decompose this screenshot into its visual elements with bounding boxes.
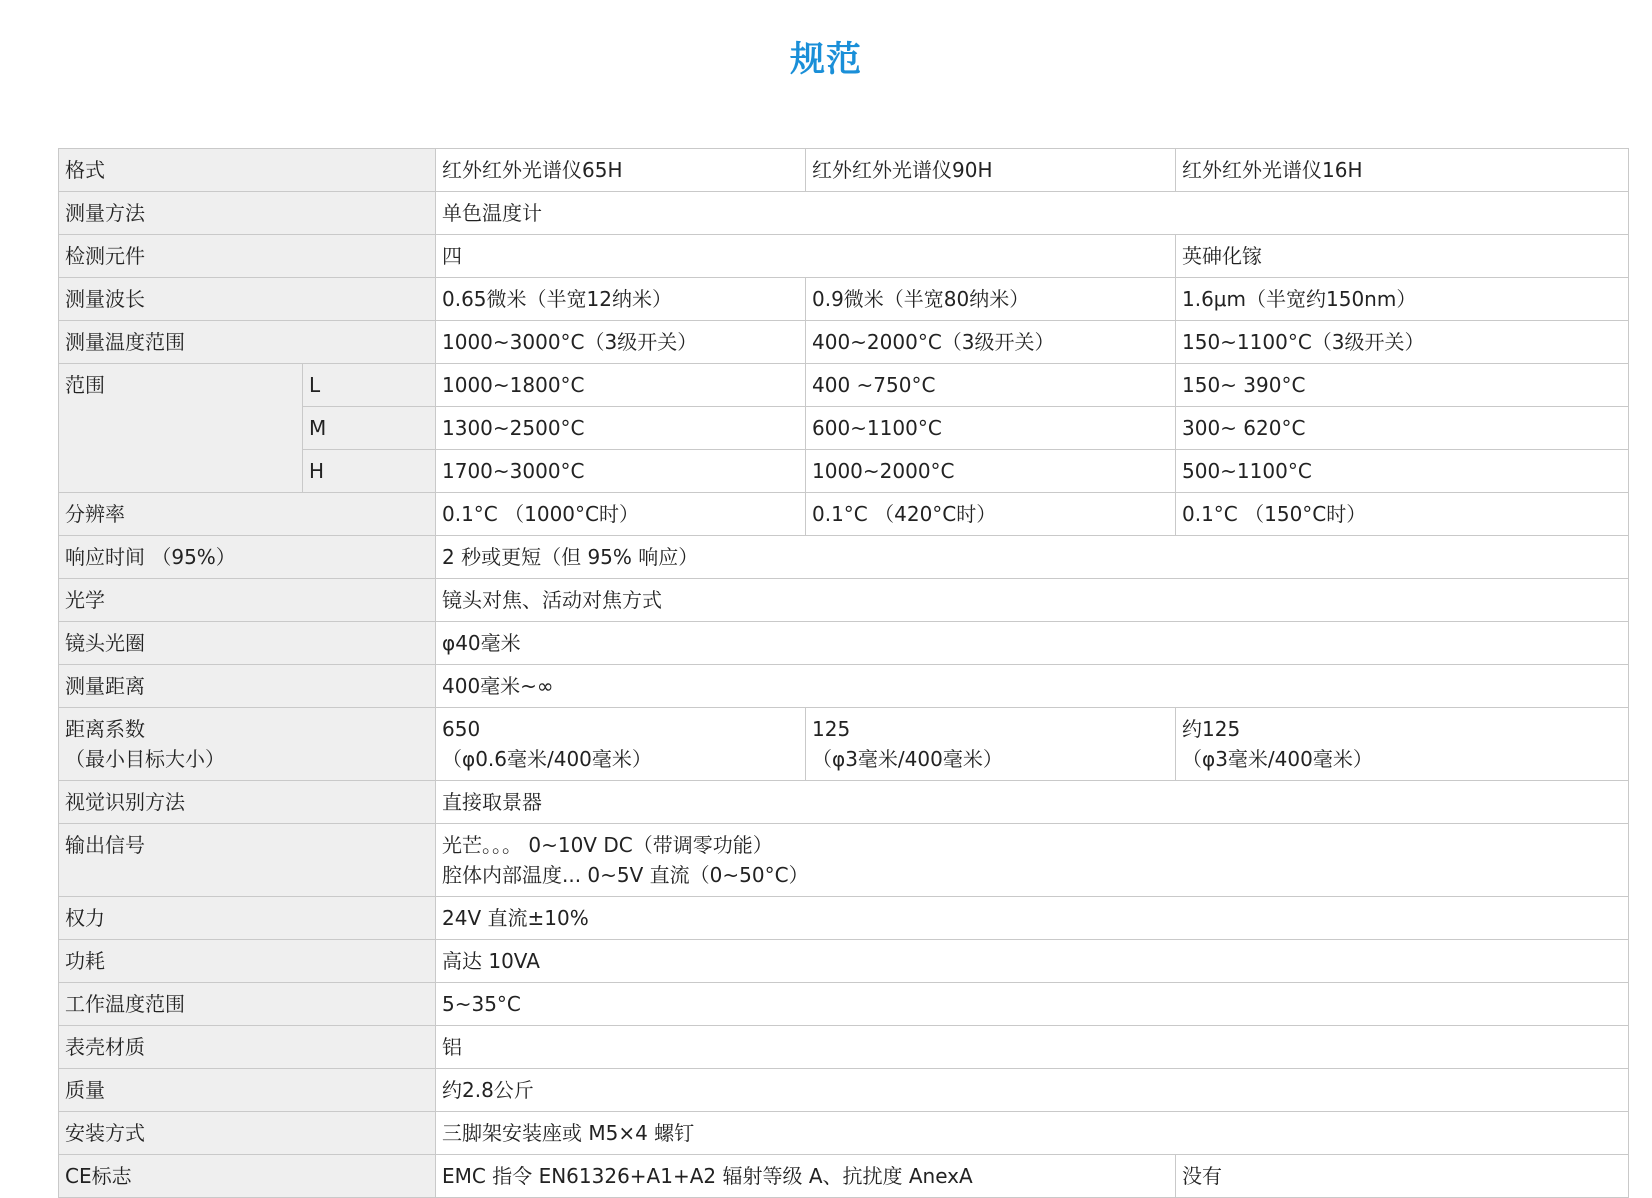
cell-line: 650 bbox=[442, 717, 481, 741]
table-row bbox=[59, 364, 1629, 407]
row-value: 镜头对焦、活动对焦方式 bbox=[436, 579, 1629, 622]
row-value: 四 bbox=[436, 235, 1176, 278]
cell-line: （φ0.6毫米/400毫米） bbox=[442, 747, 652, 771]
row-value: 5~35°C bbox=[436, 983, 1629, 1026]
row-label: 表壳材质 bbox=[59, 1026, 436, 1069]
cell-line: （φ3毫米/400毫米） bbox=[1182, 747, 1373, 771]
row-value: 24V 直流±10% bbox=[436, 897, 1629, 940]
row-value: 没有 bbox=[1176, 1155, 1629, 1198]
row-label: 功耗 bbox=[59, 940, 436, 983]
cell: 150~ 390°C bbox=[1176, 364, 1629, 407]
sub-label: L bbox=[303, 364, 436, 407]
cell: 0.1°C （420°C时） bbox=[806, 493, 1176, 536]
row-value: φ40毫米 bbox=[436, 622, 1629, 665]
page-title: 规范 bbox=[789, 40, 862, 80]
row-label: 格式 bbox=[59, 149, 436, 192]
spec-table bbox=[58, 148, 1629, 1198]
table-row bbox=[59, 235, 1629, 278]
cell-line: 光芒。。。 0~10V DC（带调零功能） bbox=[442, 833, 773, 857]
cell bbox=[436, 708, 806, 781]
cell: 0.65微米（半宽12纳米） bbox=[436, 278, 806, 321]
cell-line: （φ3毫米/400毫米） bbox=[812, 747, 1003, 771]
row-label bbox=[59, 708, 436, 781]
cell: 1000~3000°C（3级开关） bbox=[436, 321, 806, 364]
cell: 600~1100°C bbox=[806, 407, 1176, 450]
row-label: 视觉识别方法 bbox=[59, 781, 436, 824]
row-label: 质量 bbox=[59, 1069, 436, 1112]
cell-line: 约125 bbox=[1182, 717, 1241, 741]
cell: 400 ~750°C bbox=[806, 364, 1176, 407]
table-row bbox=[59, 1155, 1629, 1198]
row-label: 测量距离 bbox=[59, 665, 436, 708]
cell bbox=[806, 708, 1176, 781]
table-row bbox=[59, 1069, 1629, 1112]
table-row bbox=[59, 493, 1629, 536]
cell: 0.9微米（半宽80纳米） bbox=[806, 278, 1176, 321]
row-value: 直接取景器 bbox=[436, 781, 1629, 824]
row-label-line: 距离系数 bbox=[65, 717, 145, 741]
cell: 1000~1800°C bbox=[436, 364, 806, 407]
table-row bbox=[59, 622, 1629, 665]
row-label: 测量波长 bbox=[59, 278, 436, 321]
row-value: 400毫米~∞ bbox=[436, 665, 1629, 708]
cell: 1000~2000°C bbox=[806, 450, 1176, 493]
row-label-line: （最小目标大小） bbox=[65, 747, 225, 771]
table-row bbox=[59, 1112, 1629, 1155]
row-label: 光学 bbox=[59, 579, 436, 622]
cell: 1300~2500°C bbox=[436, 407, 806, 450]
row-label: 测量温度范围 bbox=[59, 321, 436, 364]
cell: 150~1100°C（3级开关） bbox=[1176, 321, 1629, 364]
table-row bbox=[59, 536, 1629, 579]
table-row bbox=[59, 321, 1629, 364]
row-label: 响应时间 （95%） bbox=[59, 536, 436, 579]
row-label: 分辨率 bbox=[59, 493, 436, 536]
row-value: EMC 指令 EN61326+A1+A2 辐射等级 A、抗扰度 AnexA bbox=[436, 1155, 1176, 1198]
cell-line: 腔体内部温度... 0~5V 直流（0~50°C） bbox=[442, 863, 809, 887]
row-label: 镜头光圈 bbox=[59, 622, 436, 665]
row-value: 单色温度计 bbox=[436, 192, 1629, 235]
row-label: 范围 bbox=[59, 364, 303, 493]
table-row bbox=[59, 940, 1629, 983]
row-value: 约2.8公斤 bbox=[436, 1069, 1629, 1112]
row-value: 2 秒或更短（但 95% 响应） bbox=[436, 536, 1629, 579]
cell: 1.6μm（半宽约150nm） bbox=[1176, 278, 1629, 321]
row-value: 铝 bbox=[436, 1026, 1629, 1069]
sub-label: H bbox=[303, 450, 436, 493]
sub-label: M bbox=[303, 407, 436, 450]
cell bbox=[1176, 708, 1629, 781]
row-label: CE标志 bbox=[59, 1155, 436, 1198]
table-row bbox=[59, 192, 1629, 235]
table-row bbox=[59, 665, 1629, 708]
model-90h: 红外红外光谱仪90H bbox=[806, 149, 1176, 192]
table-row bbox=[59, 149, 1629, 192]
row-label: 检测元件 bbox=[59, 235, 436, 278]
table-row bbox=[59, 708, 1629, 781]
table-row bbox=[59, 1026, 1629, 1069]
table-row bbox=[59, 579, 1629, 622]
cell: 300~ 620°C bbox=[1176, 407, 1629, 450]
cell: 500~1100°C bbox=[1176, 450, 1629, 493]
table-row bbox=[59, 897, 1629, 940]
table-row bbox=[59, 781, 1629, 824]
row-value bbox=[436, 824, 1629, 897]
row-value: 高达 10VA bbox=[436, 940, 1629, 983]
cell-line: 125 bbox=[812, 717, 851, 741]
row-label: 测量方法 bbox=[59, 192, 436, 235]
cell: 0.1°C （1000°C时） bbox=[436, 493, 806, 536]
table-row bbox=[59, 824, 1629, 897]
table-row bbox=[59, 983, 1629, 1026]
model-65h: 红外红外光谱仪65H bbox=[436, 149, 806, 192]
cell: 0.1°C （150°C时） bbox=[1176, 493, 1629, 536]
row-label: 安装方式 bbox=[59, 1112, 436, 1155]
row-label: 输出信号 bbox=[59, 824, 436, 897]
model-16h: 红外红外光谱仪16H bbox=[1176, 149, 1629, 192]
table-row bbox=[59, 278, 1629, 321]
row-value: 英砷化镓 bbox=[1176, 235, 1629, 278]
row-label: 工作温度范围 bbox=[59, 983, 436, 1026]
row-value: 三脚架安装座或 M5×4 螺钉 bbox=[436, 1112, 1629, 1155]
cell: 400~2000°C（3级开关） bbox=[806, 321, 1176, 364]
cell: 1700~3000°C bbox=[436, 450, 806, 493]
row-label: 权力 bbox=[59, 897, 436, 940]
